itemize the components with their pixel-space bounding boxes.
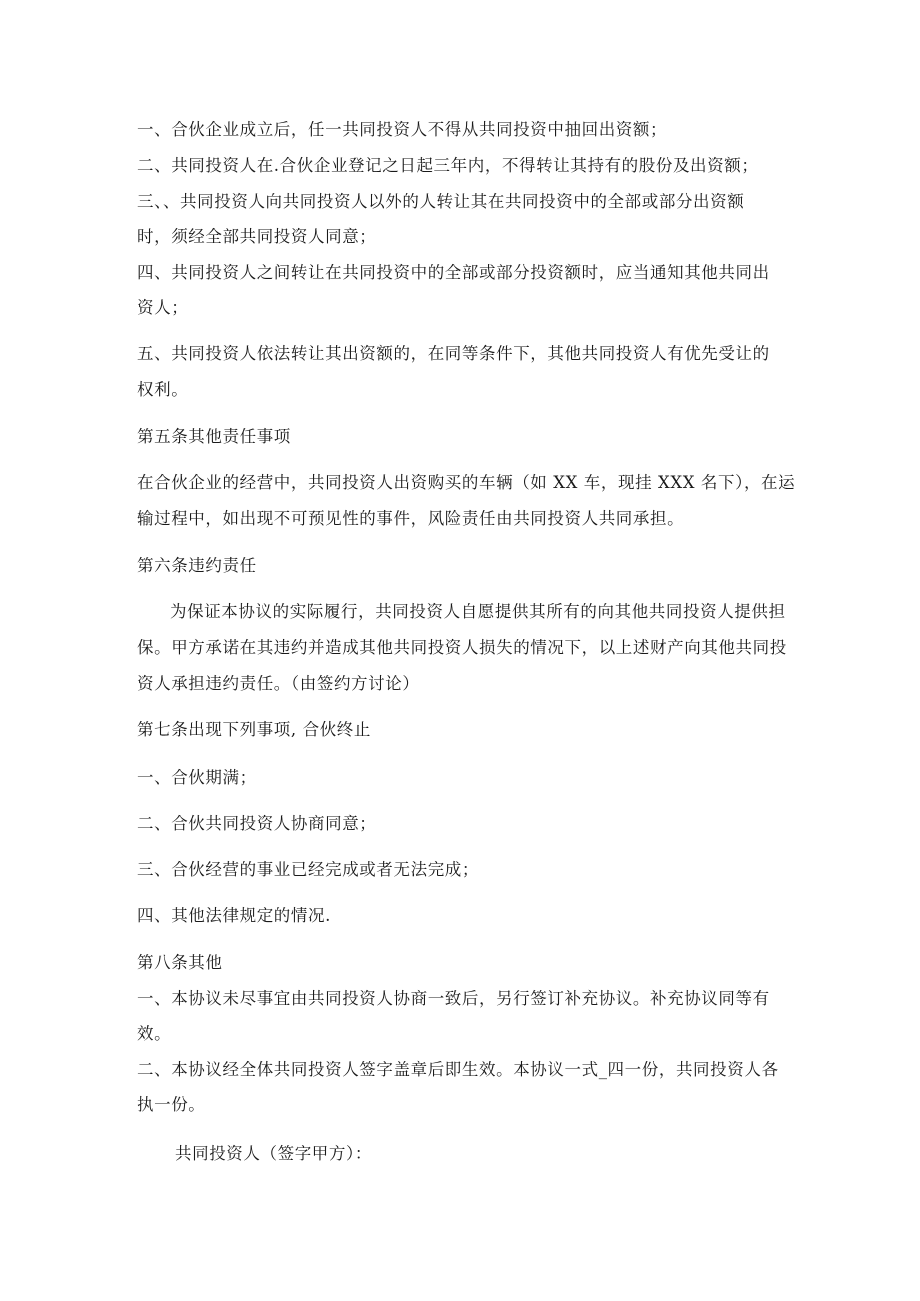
- clause-4-item-3-line-1: 三、、共同投资人向共同投资人以外的人转让其在共同投资中的全部或部分出资额: [137, 192, 745, 211]
- clause-4-item-2: 二、共同投资人在.合伙企业登记之日起三年内，不得转让其持有的股份及出资额；: [137, 156, 759, 175]
- clause-4-item-1: 一、合伙企业成立后，任一共同投资人不得从共同投资中抽回出资额；: [137, 120, 668, 139]
- clause-6-body-line-3: 资人承担违约责任。（由签约方讨论）: [137, 674, 420, 693]
- clause-7-item-4: 四、其他法律规定的情况.: [137, 906, 331, 925]
- clause-8-item-2-line-2: 执一份。: [137, 1095, 206, 1114]
- clause-6-body-line-2: 保。甲方承诺在其违约并造成其他共同投资人损失的情况下，以上述财产向其他共同投: [137, 638, 787, 657]
- clause-7-heading: 第七条出现下列事项, 合伙终止: [137, 720, 371, 739]
- clause-8-item-2-line-1: 二、本协议经全体共同投资人签字盖章后即生效。本协议一式_四一份，共同投资人各: [137, 1060, 779, 1079]
- clause-5-body-line-1: 在合伙企业的经营中，共同投资人出资购买的车辆（如 XX 车，现挂 XXX 名下），在运: [137, 473, 796, 492]
- clause-8-item-1-line-2: 效。: [137, 1024, 172, 1043]
- clause-4-item-4-line-1: 四、共同投资人之间转让在共同投资中的全部或部分投资额时，应当通知其他共同出: [137, 263, 770, 282]
- clause-7-item-1: 一、合伙期满；: [137, 768, 257, 787]
- clause-8-item-1-line-1: 一、本协议未尽事宜由共同投资人协商一致后，另行签订补充协议。补充协议同等有: [137, 989, 770, 1008]
- clause-4-item-3-line-2: 时，须经全部共同投资人同意；: [137, 227, 377, 246]
- signature-line-party-a: 共同投资人（签字甲方）：: [175, 1144, 372, 1163]
- clause-8-heading: 第八条其他: [137, 953, 223, 972]
- clause-5-body-line-2: 输过程中，如出现不可预见性的事件，风险责任由共同投资人共同承担。: [137, 509, 685, 528]
- clause-6-body-line-1: 为保证本协议的实际履行，共同投资人自愿提供其所有的向其他共同投资人提供担: [170, 602, 786, 621]
- clause-4-item-5-line-1: 五、共同投资人依法转让其出资额的，在同等条件下，其他共同投资人有优先受让的: [137, 344, 770, 363]
- clause-7-item-2: 二、合伙共同投资人协商同意；: [137, 814, 377, 833]
- clause-5-heading: 第五条其他责任事项: [137, 427, 291, 446]
- clause-4-item-5-line-2: 权利。: [137, 380, 189, 399]
- clause-6-heading: 第六条违约责任: [137, 556, 257, 575]
- clause-4-item-4-line-2: 资人；: [137, 298, 189, 317]
- clause-7-item-3: 三、合伙经营的事业已经完成或者无法完成；: [137, 860, 479, 879]
